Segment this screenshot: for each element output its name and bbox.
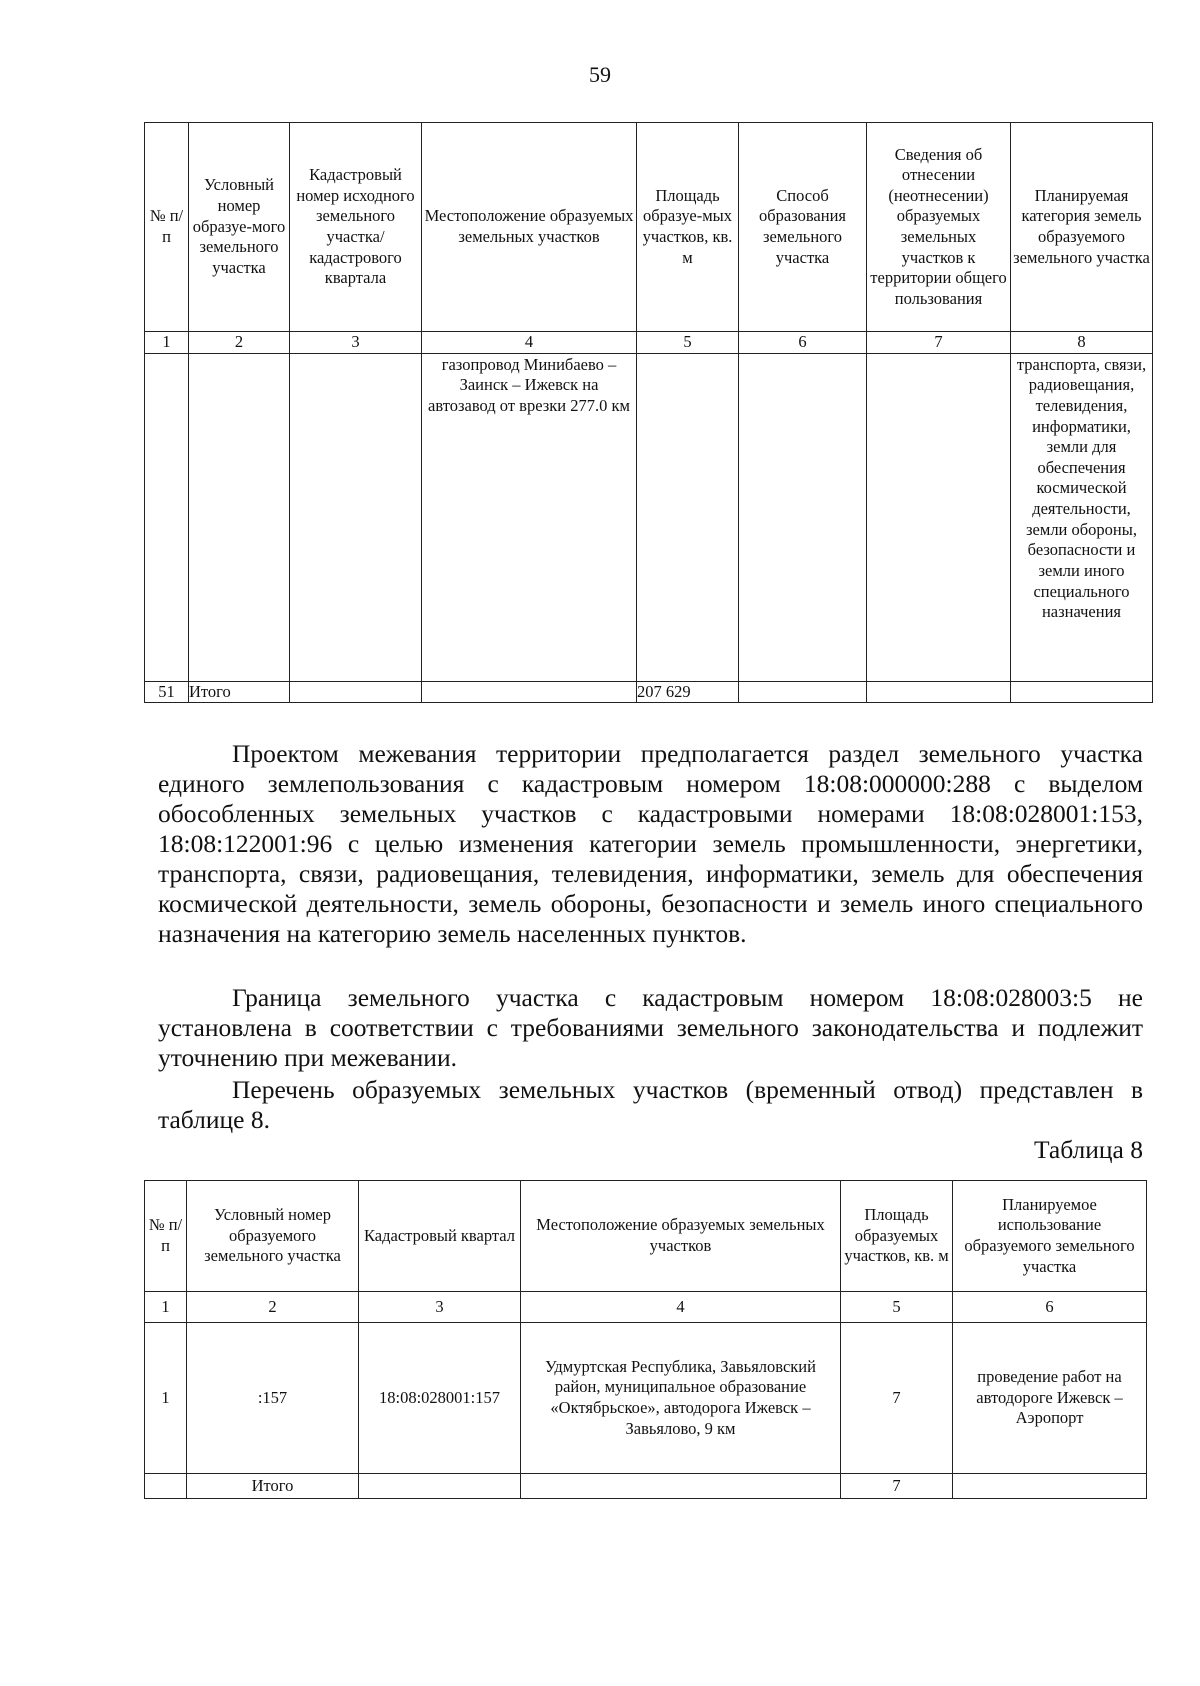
total-label: Итого <box>187 1474 359 1499</box>
cell-empty <box>867 353 1011 681</box>
row-number: 1 <box>145 1323 187 1474</box>
cell-empty <box>953 1474 1147 1499</box>
column-number: 2 <box>189 332 290 354</box>
cell-empty <box>422 681 637 703</box>
cell-empty <box>637 353 739 681</box>
paragraph-partition <box>158 739 1143 949</box>
column-number: 8 <box>1011 332 1153 354</box>
header-cell: Условный номер образуемого земельного участка <box>187 1181 359 1292</box>
cell-empty <box>145 1474 187 1499</box>
location-cell: Удмуртская Республика, Завьяловский район, муниципальное образование «Октябрьское», автодорога Ижевск – Завьялово, 9 км <box>521 1323 841 1474</box>
cell-empty <box>867 681 1011 703</box>
column-number: 1 <box>145 332 189 354</box>
column-number: 6 <box>739 332 867 354</box>
header-cell: Кадастровый квартал <box>359 1181 521 1292</box>
table-header-row <box>145 1181 1147 1292</box>
conditional-number-cell: :157 <box>187 1323 359 1474</box>
column-number: 5 <box>637 332 739 354</box>
cell-empty <box>290 353 422 681</box>
column-number: 1 <box>145 1292 187 1323</box>
column-number: 4 <box>521 1292 841 1323</box>
table-caption: Таблица 8 <box>1033 1135 1143 1164</box>
area-cell: 7 <box>841 1323 953 1474</box>
cell-empty <box>359 1474 521 1499</box>
header-cell: Планируемое использование образуемого земельного участка <box>953 1181 1147 1292</box>
paragraph-list <box>158 1075 1143 1135</box>
column-number: 2 <box>187 1292 359 1323</box>
column-number: 4 <box>422 332 637 354</box>
cell-empty <box>1011 681 1153 703</box>
header-cell: № п/п <box>145 1181 187 1292</box>
total-label: Итого <box>189 681 290 703</box>
header-cell: Способ образования земельного участка <box>739 123 867 332</box>
total-area: 207 629 <box>637 681 739 703</box>
column-number: 3 <box>359 1292 521 1323</box>
paragraph-boundary <box>158 983 1143 1073</box>
cell-empty <box>739 353 867 681</box>
cell-empty <box>145 353 189 681</box>
total-area: 7 <box>841 1474 953 1499</box>
total-row <box>145 681 1153 703</box>
paragraph-text: Перечень образуемых земельных участков (временный отвод) представлен в таблице 8. <box>158 1075 1143 1134</box>
column-number-row <box>145 1292 1147 1323</box>
total-number: 51 <box>145 681 189 703</box>
page-number: 59 <box>589 62 611 87</box>
column-number-row <box>145 332 1153 354</box>
paragraph-text: Граница земельного участка с кадастровым номером 18:08:028003:5 не установлена в соответствии с требованиями земельного законодательства и подлежит уточнению при межевании. <box>158 983 1143 1072</box>
cell-empty <box>290 681 422 703</box>
header-cell: Кадастровый номер исходного земельного участка/ кадастрового квартала <box>290 123 422 332</box>
usage-cell: проведение работ на автодороге Ижевск – Аэропорт <box>953 1323 1147 1474</box>
column-number: 3 <box>290 332 422 354</box>
table-row <box>145 1323 1147 1474</box>
total-row <box>145 1474 1147 1499</box>
header-cell: Условный номер образуе-мого земельного участка <box>189 123 290 332</box>
header-cell: Местоположение образуемых земельных участков <box>422 123 637 332</box>
header-cell: Площадь образуе-мых участков, кв. м <box>637 123 739 332</box>
category-cell: транспорта, связи, радиовещания, телевидения, информатики, земли для обеспечения космической деятельности, земли обороны, безопасности и земли иного специального назначения <box>1011 353 1153 681</box>
paragraph-text: Проектом межевания территории предполагается раздел земельного участка единого землепользования с кадастровым номером 18:08:000000:288 с выделом обособленных земельных участков с кадастровыми номерами 18:08:028001:153, 18:08:122001:96 с целью изменения категории земель промышленности, энергетики, транспорта, связи, радиовещания, телевидения, информатики, земель для обеспечения космической деятельности, земель обороны, безопасности и земель иного специального назначения на категорию земель населенных пунктов. <box>158 739 1143 948</box>
location-cell: газопровод Минибаево – Заинск – Ижевск на автозавод от врезки 277.0 км <box>422 353 637 681</box>
cell-empty <box>521 1474 841 1499</box>
header-cell: Сведения об отнесении (неотнесении) образуемых земельных участков к территории общего пользования <box>867 123 1011 332</box>
cadastral-quarter-cell: 18:08:028001:157 <box>359 1323 521 1474</box>
column-number: 7 <box>867 332 1011 354</box>
header-cell: Планируемая категория земель образуемого земельного участка <box>1011 123 1153 332</box>
table-8 <box>144 1180 1147 1499</box>
cell-empty <box>739 681 867 703</box>
header-cell: № п/п <box>145 123 189 332</box>
column-number: 5 <box>841 1292 953 1323</box>
column-number: 6 <box>953 1292 1147 1323</box>
table-header-row <box>145 123 1153 332</box>
cell-empty <box>189 353 290 681</box>
table-row <box>145 353 1153 681</box>
table-7 <box>144 122 1153 703</box>
header-cell: Площадь образуемых участков, кв. м <box>841 1181 953 1292</box>
header-cell: Местоположение образуемых земельных участков <box>521 1181 841 1292</box>
